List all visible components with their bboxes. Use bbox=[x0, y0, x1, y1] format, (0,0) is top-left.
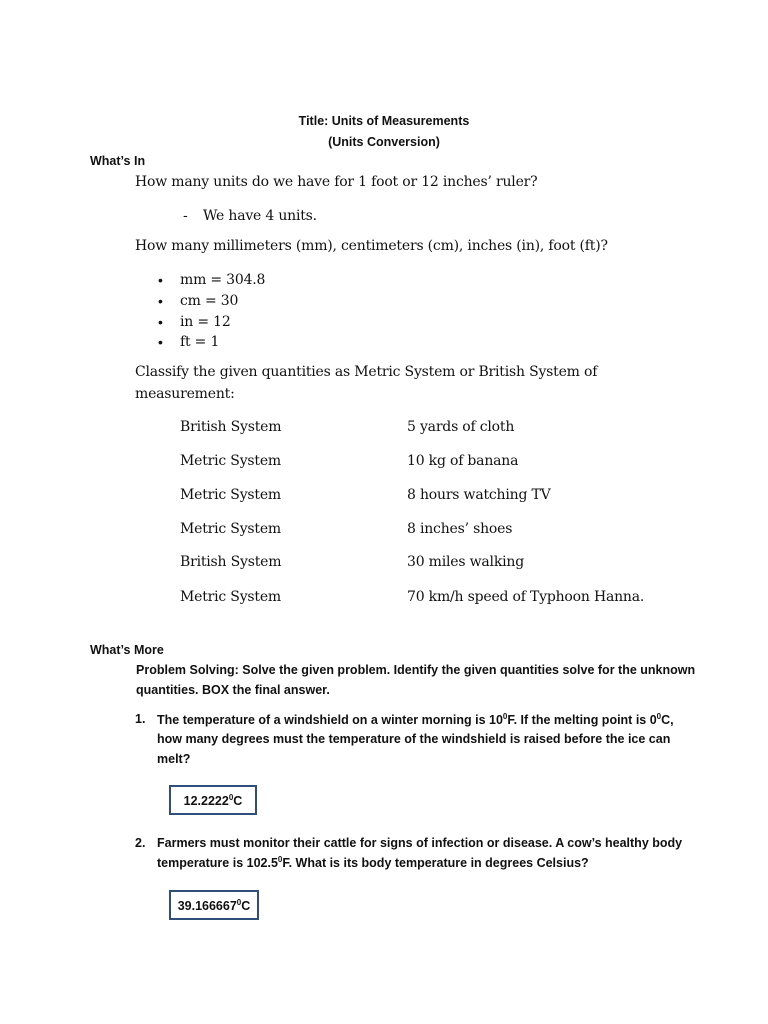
classify-instruction: Classify the given quantities as Metric System or British System of bbox=[135, 364, 598, 380]
bullet-icon: • bbox=[158, 314, 163, 330]
list-item: cm = 30 bbox=[180, 293, 239, 309]
quantity-cell: 5 yards of cloth bbox=[407, 419, 515, 435]
bullet-icon: • bbox=[158, 334, 163, 350]
answer-box bbox=[169, 890, 259, 920]
list-item: ft = 1 bbox=[180, 334, 220, 350]
answer-value: 12.2222$^0$C bbox=[183, 792, 243, 808]
answer-value: 39.166667$^0$C bbox=[177, 897, 251, 913]
system-cell: Metric System bbox=[180, 589, 281, 605]
list-item: mm = 304.8 bbox=[180, 272, 266, 288]
system-cell: Metric System bbox=[180, 521, 281, 537]
problem-text-line: temperature is 102.5$^0$F. What is its body temperature in degrees Celsius? bbox=[157, 855, 589, 870]
list-item: in = 12 bbox=[180, 314, 231, 330]
quantity-cell: 70 km/h speed of Typhoon Hanna. bbox=[407, 589, 645, 605]
system-cell: Metric System bbox=[180, 487, 281, 503]
answer-one-dash: - bbox=[183, 208, 188, 224]
problem-number: 2. bbox=[135, 836, 146, 850]
quantity-cell: 8 inches’ shoes bbox=[407, 521, 513, 537]
problem-text-line: how many degrees must the temperature of the windshield is raised before the ice can bbox=[157, 732, 671, 746]
answer-box bbox=[169, 785, 257, 815]
whats-more-heading: What’s More bbox=[90, 643, 164, 657]
problem-text-line: melt? bbox=[157, 752, 191, 766]
quantity-cell: 30 miles walking bbox=[407, 554, 524, 570]
problem-text-line: The temperature of a windshield on a winter morning is $10^0F$. If the melting point is $0^0C$, bbox=[157, 712, 674, 727]
bullet-icon: • bbox=[158, 293, 163, 309]
problem-solving-intro-cont: quantities. BOX the final answer. bbox=[136, 683, 330, 697]
document-title: Title: Units of Measurements bbox=[298, 114, 470, 128]
quantity-cell: 8 hours watching TV bbox=[407, 487, 551, 503]
question-one: How many units do we have for 1 foot or 12 inches’ ruler? bbox=[135, 174, 538, 190]
system-cell: Metric System bbox=[180, 453, 281, 469]
classify-instruction-cont: measurement: bbox=[135, 386, 235, 402]
answer-one: We have 4 units. bbox=[203, 208, 317, 224]
bullet-icon: • bbox=[158, 272, 163, 288]
quantity-cell: 10 kg of banana bbox=[407, 453, 519, 469]
system-cell: British System bbox=[180, 554, 282, 570]
problem-solving-intro: Problem Solving: Solve the given problem. Identify the given quantities solve for the unknown bbox=[136, 663, 696, 677]
problem-text-line: Farmers must monitor their cattle for signs of infection or disease. A cow’s healthy body bbox=[157, 836, 683, 850]
question-two: How many millimeters (mm), centimeters (cm), inches (in), foot (ft)? bbox=[135, 238, 608, 254]
problem-number: 1. bbox=[135, 712, 146, 726]
system-cell: British System bbox=[180, 419, 282, 435]
document-subtitle: (Units Conversion) bbox=[328, 135, 440, 149]
whats-in-heading: What’s In bbox=[90, 154, 146, 168]
